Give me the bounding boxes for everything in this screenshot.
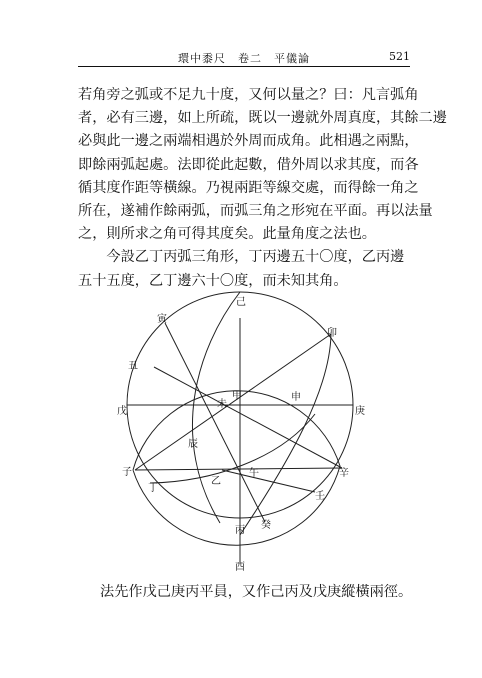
text-line: 今設乙丁丙弧三角形，丁丙邊五十〇度，乙丙邊 <box>106 249 405 266</box>
geometry-diagram <box>110 297 370 573</box>
text-line: 者，必有三邊，如上所疏，既以一邊就外周真度，其餘二邊 <box>78 110 447 127</box>
paragraph-2 <box>78 246 410 292</box>
header-rule <box>78 66 410 67</box>
arc-you-mao <box>240 334 331 535</box>
label-shen: 申 <box>291 392 301 403</box>
label-wei: 未 <box>217 399 227 410</box>
running-header <box>78 50 410 66</box>
label-ren: 壬 <box>315 491 325 502</box>
text-line: 五十五度，乙丁邊六十〇度，而未知其角。 <box>78 272 348 289</box>
text-line: 若角旁之弧或不足九十度，又何以量之？曰：凡言弧角 <box>78 87 419 103</box>
label-wu: 戊 <box>117 406 127 417</box>
label-wu2: 午 <box>249 468 259 479</box>
label-ji: 己 <box>236 297 246 308</box>
label-xin: 辛 <box>339 468 349 479</box>
text-line: 必與此一邊之兩端相遇於外周而成角。此相遇之兩點， <box>78 133 419 150</box>
label-chou: 丑 <box>128 361 138 372</box>
chord-yi-ren <box>222 470 315 492</box>
label-jia: 甲 <box>232 391 242 402</box>
paragraph-1 <box>78 84 447 246</box>
body-text <box>78 84 447 293</box>
figure-caption: 法先作戊己庚丙平員，又作己丙及戊庚縱橫兩徑。 <box>100 584 413 600</box>
label-zi: 子 <box>122 467 132 478</box>
text-line: 所在，遂補作餘兩弧，而弧三角之形宛在平面。再以法量 <box>78 203 433 220</box>
label-yi: 乙 <box>211 476 221 487</box>
label-gui: 癸 <box>261 520 271 531</box>
label-you: 酉 <box>235 562 245 573</box>
label-chen: 辰 <box>188 439 198 450</box>
chord-chou-xin <box>154 367 342 468</box>
text-line: 即餘兩弧起處。法即從此起數，借外周以求其度，而各 <box>78 156 419 173</box>
text-line: 循其度作距等橫線。乃視兩距等線交處，而得餘一角之 <box>78 179 419 196</box>
label-yin: 寅 <box>157 314 167 325</box>
page-number: 521 <box>389 50 410 63</box>
label-ding: 丁 <box>148 483 158 494</box>
text-line: 之，則所求之角可得其度矣。此量角度之法也。 <box>78 226 376 243</box>
label-bing: 丙 <box>235 525 245 536</box>
label-geng: 庚 <box>355 406 365 417</box>
running-title: 環中黍尺 卷二 平儀論 <box>178 52 310 65</box>
chord-zi-mao <box>135 334 331 470</box>
label-mao: 卯 <box>327 328 337 339</box>
chord-yin-gui <box>165 323 265 522</box>
